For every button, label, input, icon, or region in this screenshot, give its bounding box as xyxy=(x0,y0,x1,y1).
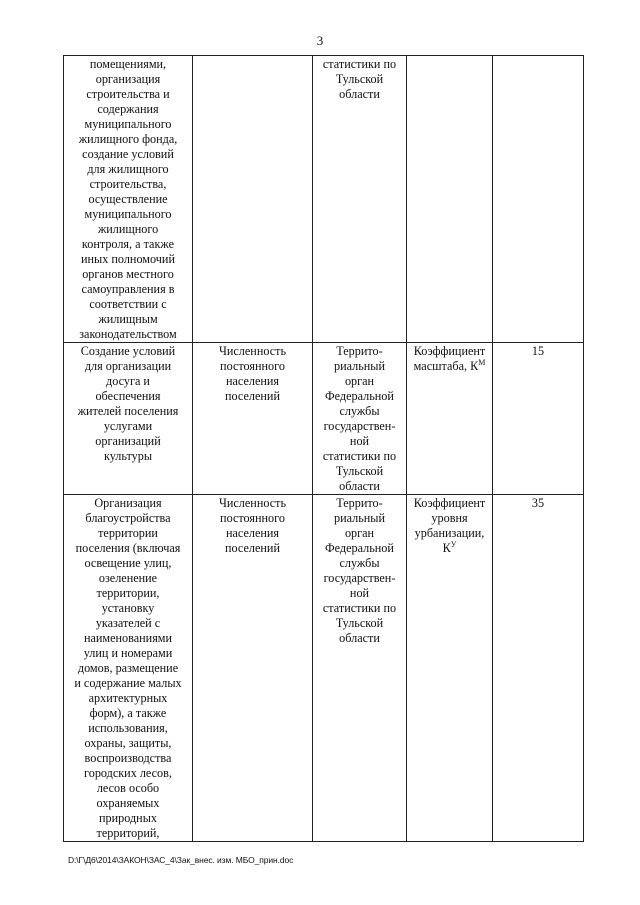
cell-line: организаций xyxy=(95,434,161,448)
cell-line: осуществление xyxy=(88,192,168,206)
cell-line: лесов особо xyxy=(96,781,160,795)
cell-line: ной xyxy=(349,586,370,600)
cell-line: контроля, а также xyxy=(81,237,175,251)
cell-line: содержания xyxy=(97,102,159,116)
cell-line: Коэффициент xyxy=(413,496,486,510)
cell-line: архитектурных xyxy=(88,691,168,705)
cell-line: статистики по xyxy=(322,601,397,615)
weight-value: 15 xyxy=(531,344,545,358)
cell-line: риальный xyxy=(333,359,385,373)
cell-line: Коэффициент xyxy=(413,344,486,358)
cell-line: Тульской xyxy=(335,464,384,478)
cell-line: области xyxy=(339,87,380,101)
cell-line: самоуправления в xyxy=(81,282,175,296)
cell-line: улиц и номерами xyxy=(83,646,173,660)
cell-line: воспроизводства xyxy=(84,751,172,765)
source-cell xyxy=(313,343,407,495)
cell-line: досуга и xyxy=(106,374,150,388)
table-row xyxy=(64,343,584,495)
cell-line: органов местного xyxy=(82,267,174,281)
cell-line: форм), а также xyxy=(89,706,167,720)
authority-cell xyxy=(64,495,193,842)
cell-line: жилищного фонда, xyxy=(78,132,178,146)
indicator-cell xyxy=(193,495,313,842)
cell-line: жилищного xyxy=(97,222,159,236)
cell-line: природных xyxy=(99,811,157,825)
authority-cell xyxy=(64,343,193,495)
cell-line: статистики по xyxy=(322,57,397,71)
cell-line: и содержание малых xyxy=(74,676,182,690)
source-cell xyxy=(313,495,407,842)
authority-cell xyxy=(64,56,193,343)
cell-line: орган xyxy=(344,526,375,540)
cell-line: городских лесов, xyxy=(84,766,172,780)
cell-line: строительства, xyxy=(89,177,167,191)
cell-line: поселений xyxy=(225,541,280,555)
table-row xyxy=(64,495,584,842)
cell-line: поселений xyxy=(225,389,280,403)
cell-line: услугами xyxy=(103,419,153,433)
source-cell xyxy=(313,56,407,343)
cell-line: домов, размещение xyxy=(77,661,179,675)
coefficient-superscript: М xyxy=(478,357,486,367)
cell-line: освещение улиц, xyxy=(84,556,172,570)
page-number: 3 xyxy=(316,33,324,48)
cell-line: территорий, xyxy=(96,826,160,840)
cell-line: для организации xyxy=(84,359,172,373)
cell-line: службы xyxy=(339,556,380,570)
cell-line: статистики по xyxy=(322,449,397,463)
cell-line: орган xyxy=(344,374,375,388)
cell-line: уровня xyxy=(431,511,468,525)
cell-line: государствен- xyxy=(323,571,396,585)
cell-line: охраняемых xyxy=(96,796,160,810)
indicator-cell xyxy=(193,343,313,495)
cell-line: области xyxy=(339,479,380,493)
indicator-cell xyxy=(193,56,313,343)
cell-line: Организация xyxy=(94,496,162,510)
cell-line: постоянного xyxy=(220,359,285,373)
cell-line: наименованиями xyxy=(83,631,173,645)
cell-line: для жилищного xyxy=(87,162,169,176)
cell-line: создание условий xyxy=(82,147,174,161)
cell-line: помещениями, xyxy=(89,57,167,71)
cell-line: указателей с xyxy=(95,616,161,630)
cell-line: муниципального xyxy=(84,207,172,221)
cell-line: жилищным xyxy=(98,312,158,326)
cell-line: жителей поселения xyxy=(77,404,179,418)
coefficient-cell xyxy=(407,495,493,842)
cell-line: Террито- xyxy=(336,344,383,358)
cell-line: Тульской xyxy=(335,616,384,630)
cell-line: использования, xyxy=(88,721,168,735)
file-path-footer: D:\Г\Д6\2014\ЗАКОН\ЗАС_4\Зак_внес. изм. МБО_прин.doc xyxy=(68,855,294,865)
cell-line: организация xyxy=(95,72,161,86)
cell-line: Создание условий xyxy=(80,344,176,358)
cell-line: населения xyxy=(225,526,280,540)
weight-cell xyxy=(493,495,584,842)
cell-line: Численность xyxy=(218,344,287,358)
cell-line: соответствии с xyxy=(89,297,167,311)
cell-line: Федеральной xyxy=(325,389,394,403)
cell-line: благоустройства xyxy=(85,511,171,525)
cell-line: Федеральной xyxy=(325,541,394,555)
cell-line: охраны, защиты, xyxy=(84,736,172,750)
cell-line: муниципального xyxy=(84,117,172,131)
cell-line: обеспечения xyxy=(95,389,161,403)
cell-line: службы xyxy=(339,404,380,418)
cell-line: иных полномочий xyxy=(81,252,175,266)
weight-value: 35 xyxy=(531,496,545,510)
coefficient-cell xyxy=(407,343,493,495)
weight-cell xyxy=(493,56,584,343)
cell-line: территории, xyxy=(96,586,160,600)
cell-line: установку xyxy=(101,601,155,615)
cell-line: законодательством xyxy=(79,327,177,341)
cell-line: государствен- xyxy=(323,419,396,433)
cell-line: урбанизации, xyxy=(414,526,485,540)
cell-line: риальный xyxy=(333,511,385,525)
cell-line: территории xyxy=(98,526,158,540)
cell-line: Террито- xyxy=(336,496,383,510)
cell-line: населения xyxy=(225,374,280,388)
cell-line: Численность xyxy=(218,496,287,510)
coefficient-cell xyxy=(407,56,493,343)
cell-line: постоянного xyxy=(220,511,285,525)
cell-line: области xyxy=(339,631,380,645)
cell-line: культуры xyxy=(103,449,153,463)
coefficient-superscript: У xyxy=(450,539,457,549)
cell-line: Тульской xyxy=(335,72,384,86)
cell-line: масштаба, $К^М$ xyxy=(413,357,486,373)
allocation-table xyxy=(63,55,584,842)
cell-line: ной xyxy=(349,434,370,448)
cell-line: строительства и xyxy=(86,87,170,101)
weight-cell xyxy=(493,343,584,495)
table-row xyxy=(64,56,584,343)
cell-line: поселения (включая xyxy=(75,541,181,555)
cell-line: $К^У$ xyxy=(442,539,457,555)
cell-line: озеленение xyxy=(98,571,158,585)
